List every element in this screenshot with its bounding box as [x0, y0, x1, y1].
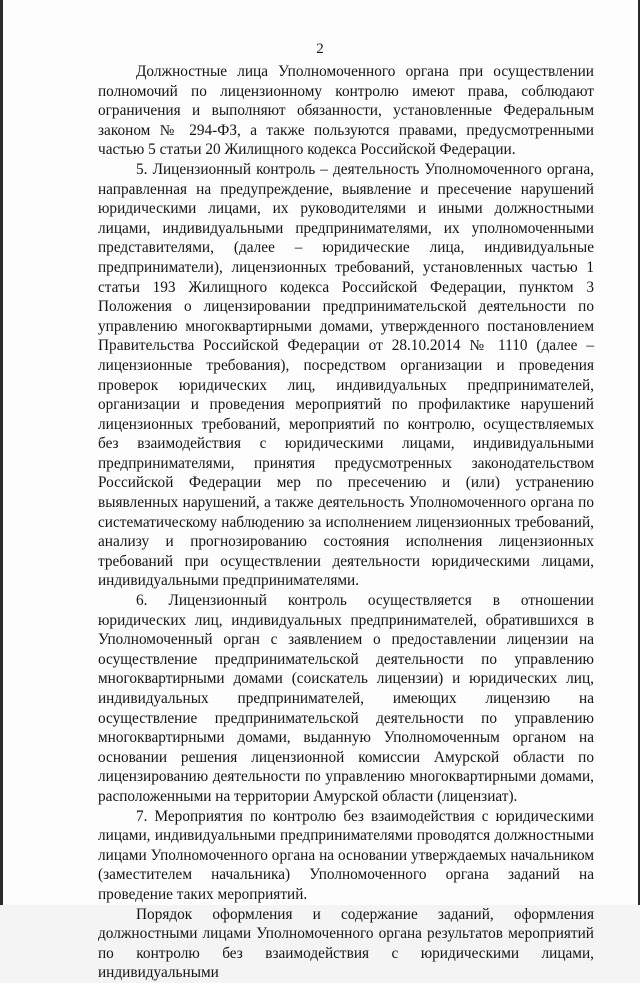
paragraph-6-control-subjects: 6. Лицензионный контроль осуществляется в отношении юридических лиц, индивидуальных предпринимателей, обратившихся в Уполномоченный орган с заявлением о предоставлении лицензии на осуществление предпринимательской деятельности по управлению многоквартирными домами (соискатель лицензии) и юридических лиц, индивидуальных предпринимателей, имеющих лицензию на осуществление предпринимательской деятельности по управлению многоквартирными домами, выданную Уполномоченным органом на основании решения лицензионной комиссии Амурской области по лицензированию деятельности по управлению многоквартирными домами, расположенными на территории Амурской области (лицензиат).	[98, 592, 594, 805]
page-number: 2	[316, 41, 324, 57]
paragraph-officials-rights: Должностные лица Уполномоченного органа при осуществлении полномочий по лицензионному контролю имеют права, соблюдают ограничения и выполняют обязанности, установленные Федеральным законом № 294-ФЗ, а также пользуются правами, предусмотренными частью 5 статьи 20 Жилищного кодекса Российской Федерации.	[98, 63, 594, 159]
paragraph-5-license-control: 5. Лицензионный контроль – деятельность Уполномоченного органа, направленная на предупреждение, выявление и пресечение нарушений юридическими лицами, их руководителями и иными должностными лицами, индивидуальными предпринимателями, их уполномоченными представителями, (далее – юридические лица, индивидуальные предприниматели), лицензионных требований, установленных частью 1 статьи 193 Жилищного кодекса Российской Федерации, пунктом 3 Положения о лицензировании предпринимательской деятельности по управлению многоквартирными домами, утвержденного постановлением Правительства Российской Федерации от 28.10.2014 № 1110 (далее – лицензионные требования), посредством организации и проведения проверок юридических лиц, индивидуальных предпринимателей, организации и проведения мероприятий по профилактике нарушений лицензионных требований, мероприятий по контролю, осуществляемых без взаимодействия с юридическими лицами, индивидуальными предпринимателями, принятия предусмотренных законодательством Российской Федерации мер по пресечению и (или) устранению выявленных нарушений, а также деятельность Уполномоченного органа по систематическому наблюдению за исполнением лицензионных требований, анализу и прогнозированию состояния исполнения лицензионных требований при осуществлении деятельности юридическими лицами, индивидуальными предпринимателями.	[98, 160, 594, 590]
paragraph-7-control-measures: 7. Мероприятия по контролю без взаимодействия с юридическими лицами, индивидуальными предпринимателями проводятся должностными лицами Уполномоченного органа на основании утверждаемых начальником (заместителем начальника) Уполномоченного органа заданий на проведение таких мероприятий.	[98, 807, 594, 903]
scan-edge-left	[0, 0, 3, 905]
paragraph-procedure: Порядок оформления и содержание заданий, оформления должностными лицами Уполномоченного органа результатов мероприятий по контролю без взаимодействия с юридическими лицами, индивидуальными	[98, 905, 594, 982]
document-body	[98, 62, 594, 983]
